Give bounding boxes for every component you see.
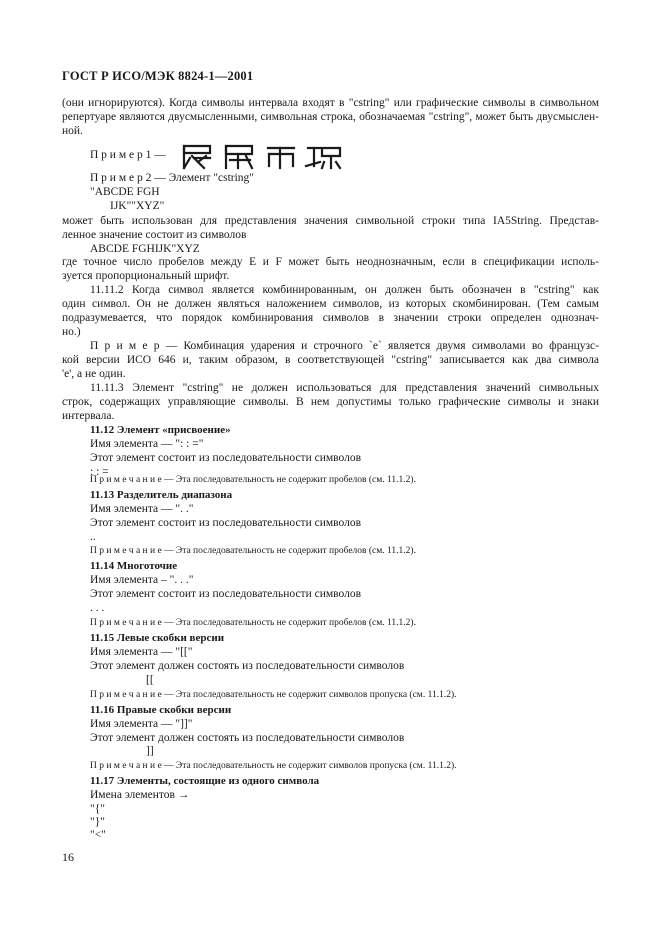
section-title: 11.12 Элемент «присвоение» (90, 424, 231, 436)
paragraph-line: (они игнорируются). Когда символы интервала входят в "cstring" или графические символы в символьном (62, 97, 599, 109)
note: П р и м е ч а н и е — Эта последовательность не содержит пробелов (см. 11.1.2). (90, 546, 416, 556)
note: П р и м е ч а н и е — Эта последовательность не содержит пробелов (см. 11.1.2). (90, 475, 416, 485)
example-2-code: IJK""XYZ" (110, 200, 165, 212)
section-title: 11.17 Элементы, состоящие из одного символа (90, 775, 320, 787)
paragraph-line: где точное число пробелов между E и F может быть неоднозначным, если в спецификации исполь- (62, 256, 599, 268)
example-2-line: П р и м е р 2 — Элемент "cstring" (90, 172, 254, 184)
element-description: Этот элемент состоит из последовательности символов (90, 452, 362, 464)
paragraph-line: ленное значение состоит из символов (62, 229, 247, 241)
element-description: Этот элемент состоит из последовательности символов (90, 588, 362, 600)
paragraph-line: кой версии ИСО 646 и, таким образом, в соответствующей "cstring" записывается как два символа (62, 354, 599, 366)
document-header: ГОСТ Р ИСО/МЭК 8824-1—2001 (62, 69, 254, 83)
element-description: Этот элемент должен состоять из последовательности символов (90, 660, 405, 672)
paragraph-line: 'e', а не один. (62, 368, 126, 380)
paragraph-line: зуется пропорциональный шрифт. (62, 270, 230, 282)
element-name: Имя элемента — "[[" (90, 646, 193, 658)
section-title: 11.14 Многоточие (90, 560, 178, 572)
paragraph-line: но.) (62, 326, 81, 338)
symbol-item: "{" (90, 803, 105, 815)
paragraph-line: строк, содержащих управляющие символы. В нем допустимы только графические символы и знаки (62, 396, 599, 408)
symbol-item: "<" (90, 829, 106, 841)
section-title: 11.13 Разделитель диапазона (90, 489, 233, 501)
note: П р и м е ч а н и е — Эта последовательность не содержит символов пропуска (см. 11.1.2). (90, 690, 457, 700)
symbol-sequence: [[ (146, 674, 154, 686)
paragraph-line: 11.11.2 Когда символ является комбинированным, он должен быть обозначен в "cstring" как (90, 284, 599, 296)
element-name: Имя элемента — ": : =" (90, 438, 204, 450)
element-name: Имя элемента — ". ." (90, 503, 194, 515)
element-name: Имя элемента — "]]" (90, 718, 193, 730)
element-names-intro: Имена элементов → (90, 789, 190, 801)
example-1-label: П р и м е р 1 — (90, 149, 166, 161)
note: П р и м е ч а н и е — Эта последовательность не содержит пробелов (см. 11.1.2). (90, 618, 416, 628)
section-title: 11.16 Правые скобки версии (90, 704, 232, 716)
note: П р и м е ч а н и е — Эта последовательность не содержит символов пропуска (см. 11.1.2). (90, 761, 457, 771)
paragraph-line: ной. (62, 125, 83, 137)
element-description: Этот элемент состоит из последовательности символов (90, 517, 362, 529)
symbol-sequence: ]] (146, 745, 154, 757)
symbol-sequence: : : = (90, 466, 109, 478)
element-description: Этот элемент должен состоять из последовательности символов (90, 732, 405, 744)
element-name: Имя элемента – ". . ." (90, 574, 194, 586)
symbol-sequence: . . . (90, 602, 105, 614)
symbol-item: "}" (90, 816, 105, 828)
example-2-code: "ABCDE FGH (90, 186, 160, 198)
paragraph-line: репертуаре являются двусмысленными, символьная строка, обозначаемая "cstring", может быть двусмыслен- (62, 111, 599, 123)
paragraph-line: может быть использован для представления значения символьной строки типа IA5String. Представ- (62, 215, 599, 227)
section-title: 11.15 Левые скобки версии (90, 632, 225, 644)
cjk-glyphs-image (180, 142, 345, 170)
paragraph-line: интервала. (62, 410, 115, 422)
symbol-sequence: .. (90, 531, 96, 543)
page-number: 16 (62, 850, 74, 864)
paragraph-line: один символ. Он не должен являться наложением символов, из которых скомбинирован. (Тем самым (62, 298, 599, 310)
paragraph-line: П р и м е р — Комбинация ударения и строчного `e` является двумя символами во французс- (90, 340, 599, 352)
paragraph-line: подразумевается, что порядок комбинирования символов в значении строки определен однознач- (62, 312, 599, 324)
code-line: ABCDE FGHIJK"XYZ (90, 243, 200, 255)
paragraph-line: 11.11.3 Элемент "cstring" не должен использоваться для представления значений символьных (90, 382, 599, 394)
